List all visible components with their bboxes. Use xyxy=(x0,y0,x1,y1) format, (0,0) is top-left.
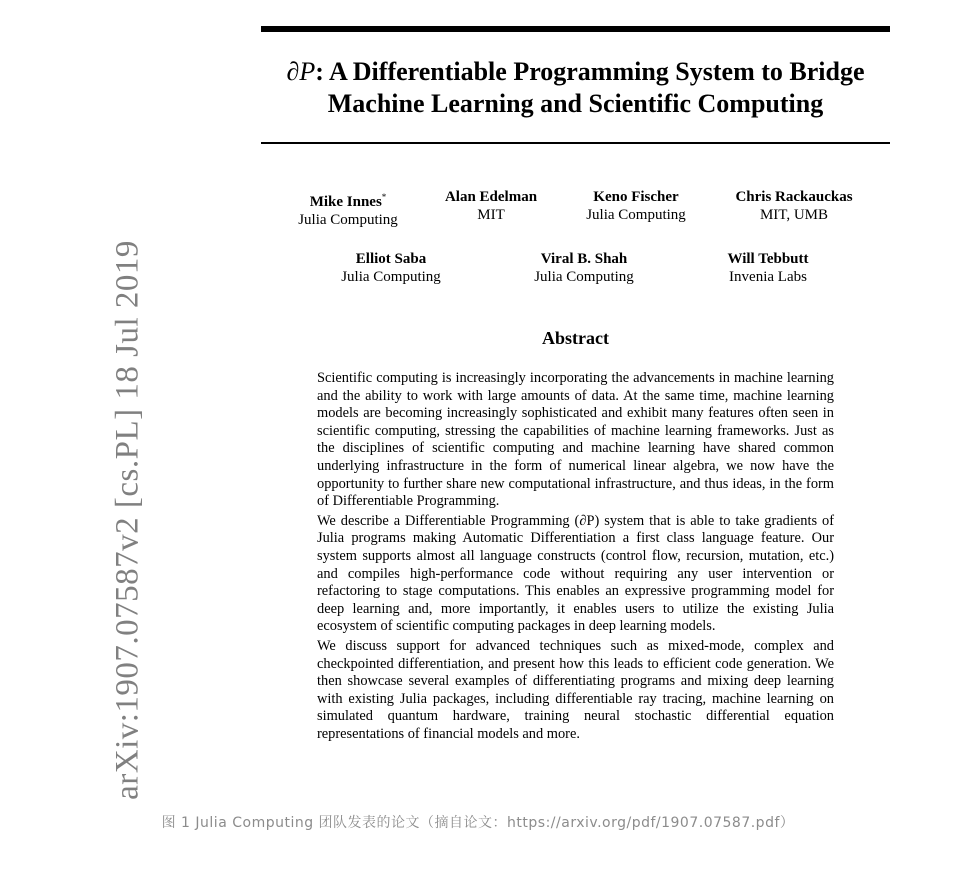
author-block xyxy=(727,250,808,286)
author-affiliation: Julia Computing xyxy=(298,212,398,228)
author-affiliation: MIT, UMB xyxy=(759,207,829,223)
author-name: Viral B. Shah xyxy=(540,251,628,267)
author-block xyxy=(445,188,537,224)
abstract-paragraph: We discuss support for advanced techniques such as mixed-mode, complex and checkpointed differentiation, and present how this leads to efficient code generation. We then showcase several examples of differentiating programs and mixing deep learning with existing Julia packages, including differentiable ray tracing, machine learning on simulated quantum hardware, training neural stochastic differential equation representations of financial models and more. xyxy=(317,637,834,742)
figure-caption: 图 1 Julia Computing 团队发表的论文（摘自论文：https://arxiv.org/pdf/1907.07587.pdf） xyxy=(161,815,795,831)
title-rule-top xyxy=(261,26,890,32)
author-affiliation: MIT xyxy=(477,207,505,223)
abstract-heading: Abstract xyxy=(542,328,609,348)
author-block xyxy=(534,250,634,286)
title-rule-bottom xyxy=(261,142,890,144)
author-affiliation: Julia Computing xyxy=(534,269,634,285)
paper-title xyxy=(261,56,890,120)
abstract-paragraph: Scientific computing is increasingly incorporating the advancements in machine learning and the ability to work with large amounts of data. At the same time, machine learning models are becoming increasingly sophisticated and exhibit many features often seen in scientific computing, stressing the capabilities of machine learning frameworks. Just as the disciplines of scientific computing and machine learning have shared common underlying infrastructure in the form of numerical linear algebra, we now have the opportunity to further share new computational infrastructure, and thus ideas, in the form of Differentiable Programming. xyxy=(317,370,834,510)
author-block xyxy=(298,188,398,229)
author-affiliation: Invenia Labs xyxy=(729,269,807,285)
abstract-paragraph: We describe a Differentiable Programming (∂P) system that is able to take gradients of Julia programs making Automatic Differentiation a first class language feature. Our system supports almost all language constructs (control flow, recursion, mutation, etc.) and compiles high-performance code without requiring any user intervention or refactoring to stage computations. This enables an expressive programming model for deep learning and, more importantly, it enables users to utilize the existing Julia ecosystem of scientific computing packages in deep learning models. xyxy=(317,512,834,635)
author-name: Chris Rackauckas xyxy=(735,189,853,205)
author-name: Will Tebbutt xyxy=(727,251,809,267)
author-block xyxy=(586,188,686,224)
author-block xyxy=(341,250,441,286)
author-name: Elliot Saba xyxy=(355,251,427,267)
title-symbol: ∂P xyxy=(286,57,316,86)
author-name: Alan Edelman xyxy=(444,189,538,205)
title-line1: : A Differentiable Programming System to Bridge xyxy=(315,57,865,86)
abstract-body xyxy=(317,370,834,745)
author-block xyxy=(735,188,852,224)
author-name: Keno Fischer xyxy=(593,189,679,205)
title-line2: Machine Learning and Scientific Computing xyxy=(327,89,824,118)
arxiv-identifier: arXiv:1907.07587v2 [cs.PL] 18 Jul 2019 xyxy=(109,240,146,800)
author-affiliation: Julia Computing xyxy=(341,269,441,285)
author-name: Mike Innes xyxy=(309,194,382,210)
author-footnote-mark: * xyxy=(381,192,387,202)
author-affiliation: Julia Computing xyxy=(586,207,686,223)
